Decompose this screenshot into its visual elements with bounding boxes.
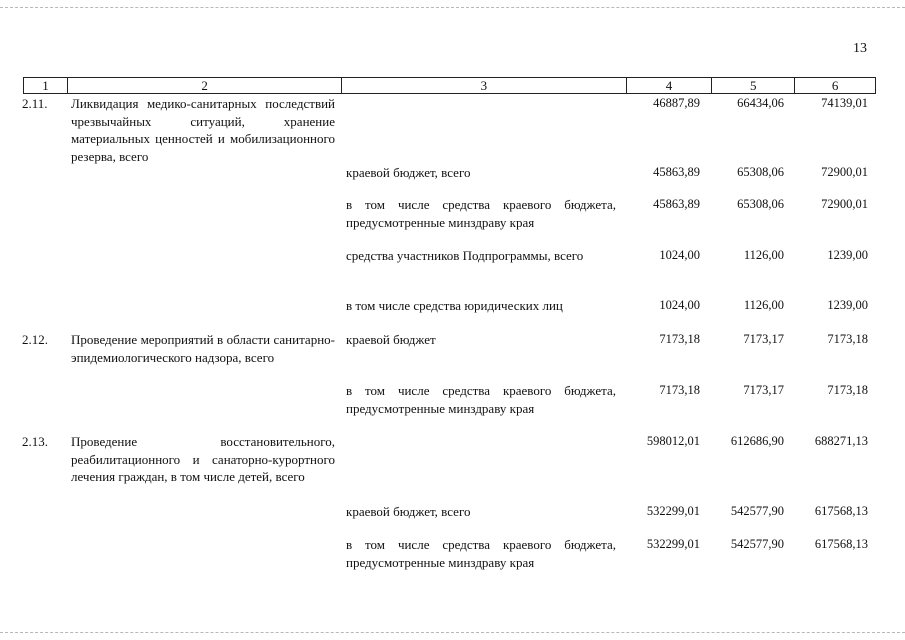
total-col-5: 612686,90 <box>730 434 784 448</box>
source-value: 72900,01 <box>821 197 868 211</box>
source-value: 542577,90 <box>730 504 784 518</box>
source-value: 7173,18 <box>659 383 700 397</box>
source-label: в том числе средства краевого бюджета, предусмотренные минздраву края <box>346 537 616 570</box>
source-value: 1024,00 <box>659 298 700 312</box>
source-value: 65308,06 <box>737 197 784 211</box>
page-number: 13 <box>853 41 867 56</box>
source-value: 7173,18 <box>659 332 700 346</box>
row-title: Проведение мероприятий в области санитарно-эпидемиологического надзора, всего <box>71 332 335 365</box>
header-col-2: 2 <box>68 78 342 93</box>
table-header <box>23 77 876 94</box>
source-value: 72900,01 <box>821 165 868 179</box>
row-index: 2.12. <box>22 332 48 347</box>
source-value: 7173,18 <box>827 332 868 346</box>
row-index: 2.13. <box>22 434 48 449</box>
source-value: 7173,17 <box>743 332 784 346</box>
total-col-4: 46887,89 <box>653 96 700 110</box>
source-label: в том числе средства краевого бюджета, предусмотренные минздраву края <box>346 383 616 416</box>
row-index: 2.11. <box>22 96 48 111</box>
source-value: 65308,06 <box>737 165 784 179</box>
source-label: средства участников Подпрограммы, всего <box>346 248 584 263</box>
scan-edge-bottom <box>0 632 905 633</box>
source-value: 532299,01 <box>646 504 700 518</box>
source-value: 532299,01 <box>646 537 700 551</box>
source-value: 617568,13 <box>814 504 868 518</box>
source-value: 1239,00 <box>827 298 868 312</box>
source-value: 7173,17 <box>743 383 784 397</box>
total-col-5: 66434,06 <box>737 96 784 110</box>
source-value: 45863,89 <box>653 165 700 179</box>
source-value: 1126,00 <box>743 248 784 262</box>
source-value: 1126,00 <box>743 298 784 312</box>
source-label: краевой бюджет <box>346 332 436 347</box>
scan-edge-top <box>0 7 905 8</box>
source-label: в том числе средства краевого бюджета, предусмотренные минздраву края <box>346 197 616 230</box>
header-col-3: 3 <box>342 78 626 93</box>
source-value: 617568,13 <box>814 537 868 551</box>
total-col-4: 598012,01 <box>646 434 700 448</box>
source-label: краевой бюджет, всего <box>346 165 471 180</box>
total-col-6: 688271,13 <box>814 434 868 448</box>
header-col-6: 6 <box>831 78 839 93</box>
row-title: Ликвидация медико-санитарных последствий чрезвычайных ситуаций, хранение материальных ценностей и мобилизационного резерва, всего <box>71 96 335 164</box>
source-label: в том числе средства юридических лиц <box>346 298 563 313</box>
total-col-6: 74139,01 <box>821 96 868 110</box>
source-value: 542577,90 <box>730 537 784 551</box>
header-col-4: 4 <box>627 78 713 93</box>
row-title: Проведение восстановительного, реабилитационного и санаторно-курортного лечения граждан, в том числе детей, всего <box>71 434 335 485</box>
source-value: 45863,89 <box>653 197 700 211</box>
header-col-5: 5 <box>712 78 795 93</box>
source-value: 7173,18 <box>827 383 868 397</box>
header-col-1: 1 <box>24 78 68 93</box>
source-label: краевой бюджет, всего <box>346 504 471 519</box>
source-value: 1024,00 <box>659 248 700 262</box>
source-value: 1239,00 <box>827 248 868 262</box>
